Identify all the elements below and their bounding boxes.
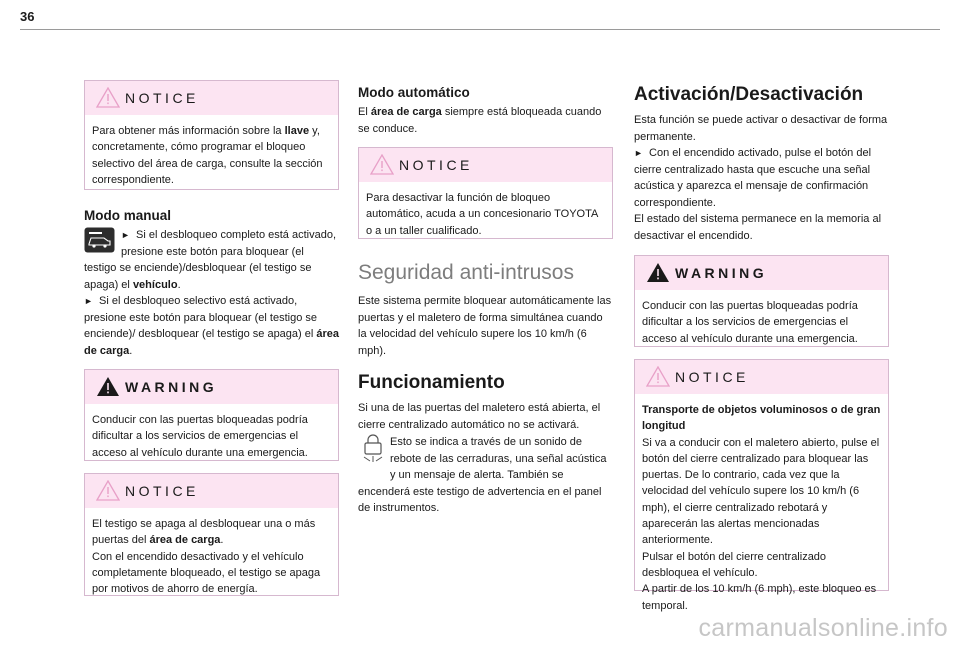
notice-box [84, 80, 339, 190]
notice-header [359, 148, 612, 182]
notice-label: NOTICE [675, 369, 749, 385]
notice-header [85, 81, 338, 115]
notice-text: Para desactivar la función de bloqueo automático, acuda a un concesionario TOYOTA o a un taller cualificado. [366, 192, 598, 237]
warning-header [635, 256, 888, 290]
notice-box [84, 473, 339, 596]
activation-paragraph-1: Esta función se puede activar o desactivar de forma permanente. [634, 114, 888, 143]
watermark: carmanualsonline.info [698, 614, 948, 642]
notice-triangle-icon [646, 366, 670, 392]
column-1 [84, 80, 339, 596]
column-3 [634, 80, 889, 612]
notice-triangle-icon [370, 154, 394, 180]
section-heading-operation: Funcionamiento [358, 372, 505, 393]
section-heading-security: Seguridad anti-intrusos [358, 261, 574, 284]
bullet-arrow: ► [634, 148, 643, 158]
bullet-arrow: ► [121, 230, 130, 240]
warning-label: WARNING [125, 379, 218, 395]
notice-text: Transporte de objetos voluminosos o de gran longitud Si va a conducir con el maletero abierto, pulse el botón del cierre centralizado para bloquear las puertas. De lo contrario, cada vez que la velocidad del vehículo supere los 10 km/h (6 mph), el cierre centralizado rebotará y aparecerán las alertas mencionadas anteriormente. Pulsar el botón del cierre centralizado desbloquea el vehículo. A partir de los 10 km/h (6 mph), este bloqueo es temporal. [642, 404, 881, 612]
section-heading-activation: Activación/Desactivación [634, 84, 864, 105]
notice-label: NOTICE [125, 483, 199, 499]
activation-paragraph-3: El estado del sistema permanece en la memoria al desactivar el encendido. [634, 213, 882, 242]
manual-paragraph-2: ► Si el desbloqueo selectivo está activado, presione este botón para bloquear (el testigo se enciende)/ desbloquear (el testigo se apaga) el área de carga. [84, 295, 340, 357]
warning-box [634, 255, 889, 347]
column-2 [358, 80, 613, 517]
operation-paragraph-1: Si una de las puertas del maletero está abierta, el cierre centralizado automático no se activará. [358, 402, 601, 431]
warning-header [85, 370, 338, 404]
security-paragraph: Este sistema permite bloquear automáticamente las puertas y el maletero de forma simultánea cuando la velocidad del vehículo supere los 10 km/h (6 mph). [358, 295, 612, 357]
header-rule [20, 29, 940, 30]
warning-label: WARNING [675, 265, 768, 281]
notice-header [85, 474, 338, 508]
lock-button-icon [84, 227, 115, 259]
notice-label: NOTICE [125, 90, 199, 106]
notice-label: NOTICE [399, 157, 473, 173]
section-heading-auto: Modo automático [358, 85, 470, 100]
notice-text: El testigo se apaga al desbloquear una o más puertas del área de carga. Con el encendido desactivado y el vehículo completamente bloqueado, el testigo se apaga por motivos de ahorro de energía. [92, 518, 321, 596]
notice-triangle-icon [96, 87, 120, 113]
auto-paragraph: El área de carga siempre está bloqueada cuando se conduce. [358, 106, 602, 135]
manual-paragraph-1: ► Si el desbloqueo completo está activado, presione este botón para bloquear (el testigo se enciende)/desbloquear (el testigo se apaga) el vehículo. [84, 229, 337, 291]
warning-text: Conducir con las puertas bloqueadas podría dificultar a los servicios de emergencias el acceso al vehículo durante una emergencia. [642, 300, 858, 345]
bullet-arrow: ► [84, 296, 93, 306]
notice-box [358, 147, 613, 239]
lock-warning-icon [362, 434, 384, 470]
page-number: 36 [20, 9, 35, 24]
warning-box [84, 369, 339, 461]
notice-triangle-icon [96, 480, 120, 506]
notice-text: Para obtener más información sobre la llave y, concretamente, cómo programar el bloqueo selectivo del área de carga, consulte la sección correspondiente. [92, 125, 323, 186]
notice-box [634, 359, 889, 612]
activation-paragraph-2: ► Con el encendido activado, pulse el botón del cierre centralizado hasta que escuche una señal acústica y aparezca el mensaje de confirmación correspondiente. [634, 147, 872, 209]
warning-triangle-icon [96, 376, 120, 402]
notice-header [635, 360, 888, 394]
section-heading-manual: Modo manual [84, 208, 171, 223]
warning-triangle-icon [646, 262, 670, 288]
notice-title: Transporte de objetos voluminosos o de gran longitud [642, 404, 881, 433]
operation-paragraph-2: Esto se indica a través de un sonido de rebote de las cerraduras, una señal acústica y un mensaje de alerta. También se encenderá este testigo de advertencia en el panel de instrumentos. [358, 436, 607, 514]
warning-text: Conducir con las puertas bloqueadas podría dificultar a los servicios de emergencias el acceso al vehículo durante una emergencia. [92, 414, 308, 459]
